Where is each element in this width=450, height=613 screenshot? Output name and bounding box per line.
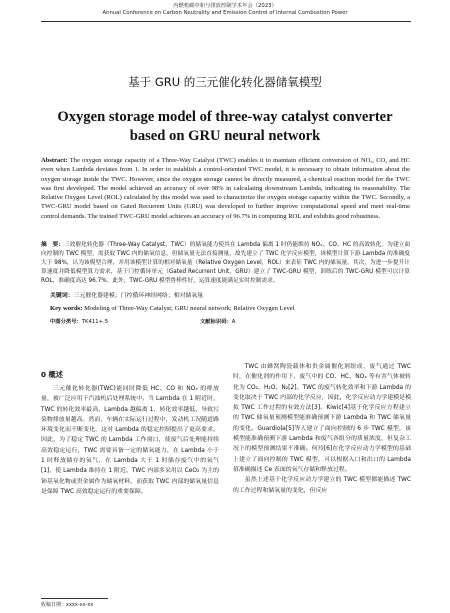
section-heading: 0 概述: [41, 370, 63, 379]
classification-line: [50, 318, 350, 326]
footnote-rule: [41, 598, 108, 599]
footnote: 收稿日期：xxxx-xx-xx: [41, 602, 94, 608]
document-code: [200, 318, 235, 326]
clc-value: TK411+.5: [81, 319, 109, 325]
keywords-en: [50, 305, 410, 313]
keywords-en-text: Modeling of Three-Way Catalyst; GRU neural network; Relative Oxygen Level: [84, 305, 295, 312]
body-paragraph: TWC 由蜂窝陶瓷载体和贵金属催化剂组成，废气通过 TWC 时，在催化剂的作用下，废气中的 CO、HC、NOₓ 等有害气体被转化为 CO₂、H₂O、N₂[2]。TWC 的废气转化效率和下游 Lambda 的变化取决于 TWC 内部的化学反应，因此，化学反应动力学建模是模拟 TWC 工作过程的有效方法[3]。Kiwic[4]基于化学反应方程建立的 TWC 储氧量预测模型能准确预测下游 Lambda 和 TWC 储氧量的变化。Guardiola[5]等人建立了面向控制的 6 步 TWC 模型，该模型能准确预测下游 Lambda 和废气各组分的质量浓度，但复杂工况下的模型预测结果不准确。何玲[6]在化学反应动力学模型的基础上建立了面向控制的 TWC 模型，可以根据入口和出口的 Lambda 值准确描述 Ce 表面的氧气存储和释放过程。: [233, 364, 411, 473]
header-line-en: Annual Conference on Carbon Neutrality and Emission Control of Internal Combustion Power: [102, 10, 348, 17]
header-line-cn: 内燃机碳中和与排放控制学术年会（2023）: [173, 3, 277, 9]
body-paragraph: 虽然上述基于化学反应动力学建立的 TWC 模型都能描述 TWC 的工作过程和储氧量的变化，但反应: [233, 477, 411, 494]
clc-number: [50, 318, 200, 326]
body-column-left: [41, 384, 219, 497]
body-paragraph: 三元催化转化器(TWC)能同时降低 HC、CO 和 NOₓ 的排放量，被广泛应用于汽油机后处理系统中。当 Lambda 在 1 附近时，TWC 的转化效率最高，Lambda 越偏离 1，转化效率越低，导致污染物排放量越高。然而，车辆在实际运行过程中，发动机工况随道路环境变化而不断变化，这对 Lambda 的稳定控制提出了更高要求。因此，为了稳定 TWC 的 Lambda 工作窗口，使废气后处理能持续高效稳定运行，TWC 需要具备一定的储氧能力，在 Lambda 小于 1 时释放储存的氧气，在 Lambda 大于 1 时储存废气中的氧气[1]，使 Lambda 维持在 1 附近。TWC 内部多采用以 CeO₂ 为主的铈基氧化物或贵金属作为储氧材料，而获取 TWC 内部的储氧量信息是保障 TWC 高效稳定运行的重要保障。: [41, 386, 219, 495]
keywords-en-label: Key words:: [50, 305, 83, 312]
keywords-cn: [50, 292, 410, 300]
clc-label: 中图分类号：: [50, 319, 82, 325]
header-rule: [41, 21, 411, 22]
body-column-right: [233, 362, 411, 496]
abstract-cn: [41, 241, 410, 286]
abstract-en-label: Abstract:: [41, 157, 68, 164]
running-header: [0, 3, 450, 17]
abstract-cn-label: 摘 要：: [41, 242, 64, 248]
title-en: Oxygen storage model of three-way catalyst converter based on GRU neural network: [57, 109, 393, 144]
title-cn: 基于 GRU 的三元催化转化器储氧模型: [128, 75, 322, 89]
abstract-en: [41, 156, 410, 221]
keywords-cn-text: 三元催化器建模；门控循环神经网络；相对储氧量: [73, 293, 204, 299]
abstract-en-text: The oxygen storage capacity of a Three-Way Catalyst (TWC) enables it to maintain efficient conversion of NOₓ, CO, and HC even when Lambda deviates from 1. In order to establish a control-oriented TWC model, it is necessary to obtain information about the oxygen storage inside the TWC. However, since the oxygen storage cannot be directly measured, a chemical reaction model for the TWC was first developed. The model achieved an accuracy of over 98% in calculating downstream Lambda, indicating its reasonability. The Relative Oxygen Level (ROL) calculated by this model was used to characterize the oxygen storage capacity within the TWC. Secondly, a TWC-GRU model based on Gated Recurrent Units (GRU) was developed to further improve computational speed and meet real-time control demands. The trained TWC-GRU model achieves an accuracy of 96.7% in computing ROL and exhibits good robustness.: [41, 157, 410, 220]
keywords-cn-label: 关键词：: [50, 293, 74, 299]
abstract-cn-text: 三效催化转化器（Three-Way Catalyst，TWC）的储氧能力使其在 Lambda 偏离 1 时仍能维持 NOₓ、CO、HC 的高效转化。为建立面向控制的 TWC 模型，需获取 TWC 内的储氧信息，但储氧量无法直接测量，故先建立了 TWC 化学反应模型，该模型计算下游 Lambda 的准确度大于 98%，认为该模型合理，并用该模型计算的相对储氧量（Relative Oxygen Level，ROL）来表征 TWC 内的储氧量。其次，为进一步提升计算速度并降低模型算力需求，基于门控循环单元（Gated Recurrent Unit，GRU）建立了 TWC-GRU 模型，训练后的 TWC-GRU 模型可以计算 ROL，准确度高达 96.7%。此外，TWC-GRU 模型鲁棒性好，运算速度能满足实时控制需求。: [41, 242, 411, 284]
doc-value: A: [231, 319, 236, 325]
doc-label: 文献标识码：: [200, 319, 232, 325]
